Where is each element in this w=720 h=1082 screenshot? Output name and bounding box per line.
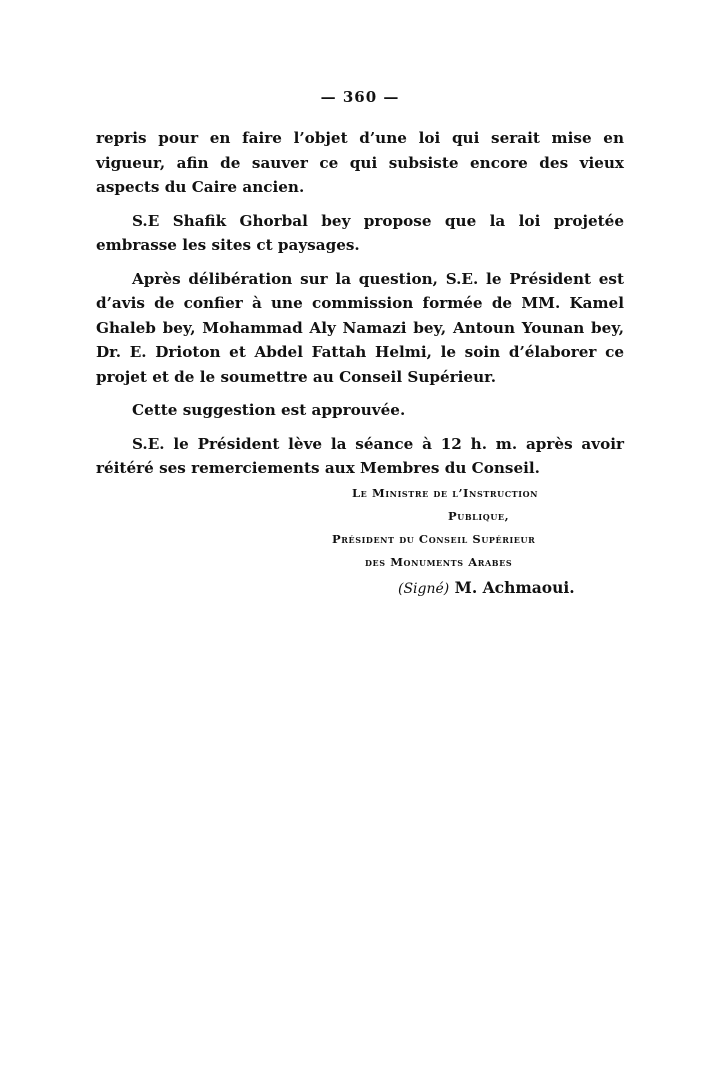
signature-title-line-3: Président du Conseil Supérieur bbox=[332, 532, 536, 546]
page-number: — 360 — bbox=[320, 88, 400, 106]
signature-block bbox=[300, 482, 620, 574]
signature-title-line-4: des Monuments Arabes bbox=[365, 555, 513, 569]
paragraph-continuation: repris pour en faire l’objet d’une loi qui serait mise en vigueur, afin de sauver ce qui subsiste encore des vieux aspects du Caire ancien. bbox=[96, 129, 624, 196]
paragraph-commission: Après délibération sur la question, S.E. le Président est d’avis de confier à une commission formée de MM. Kamel Ghaleb bey, Mohammad Aly Namazi bey, Antoun Younan bey, Dr. E. Drioton et Abdel Fattah Helmi, le soin d’élaborer ce projet et de le soumettre au Conseil Supérieur. bbox=[96, 269, 624, 386]
body-text bbox=[96, 126, 624, 490]
paragraph-closing: S.E. le Président lève la séance à 12 h. m. après avoir réitéré ses remerciements aux Membres du Conseil. bbox=[96, 434, 624, 477]
paragraph-approval: Cette suggestion est approuvée. bbox=[132, 401, 406, 419]
signed-label: (Signé) bbox=[398, 581, 450, 597]
paragraph-ghorbal-proposal: S.E Shafik Ghorbal bey propose que la loi projetée embrasse les sites ct paysages. bbox=[96, 211, 624, 254]
signatory-name: M. Achmaoui. bbox=[454, 578, 575, 597]
signed-line bbox=[398, 578, 575, 597]
signature-title-line-1: Le Ministre de l’Instruction bbox=[352, 486, 539, 500]
signature-title-line-2: Publique, bbox=[448, 509, 510, 523]
